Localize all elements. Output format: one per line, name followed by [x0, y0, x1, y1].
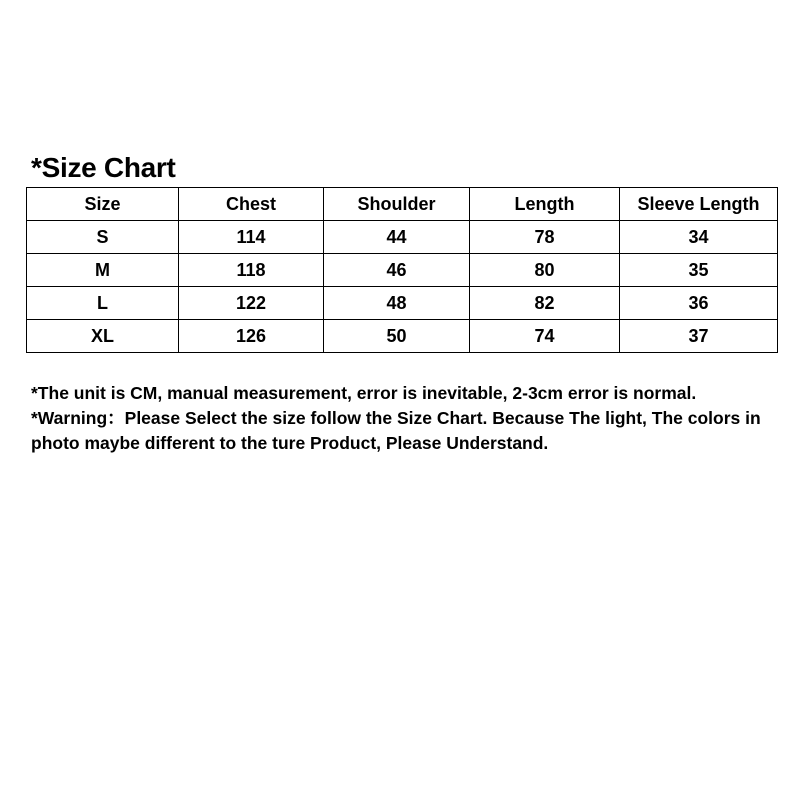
length-cell: 80 [470, 254, 620, 287]
unit-note: *The unit is CM, manual measurement, error is inevitable, 2-3cm error is normal. [31, 383, 697, 403]
size-cell: S [27, 221, 179, 254]
size-cell: M [27, 254, 179, 287]
sleeve-length-cell: 35 [620, 254, 778, 287]
shoulder-cell: 48 [324, 287, 470, 320]
table-row [27, 320, 778, 353]
notes-section [31, 381, 781, 456]
chest-cell: 122 [179, 287, 324, 320]
shoulder-cell: 44 [324, 221, 470, 254]
length-cell: 82 [470, 287, 620, 320]
size-chart-table [26, 187, 778, 353]
column-header-shoulder: Shoulder [324, 188, 470, 221]
column-header-sleeve-length: Sleeve Length [620, 188, 778, 221]
length-cell: 74 [470, 320, 620, 353]
column-header-chest: Chest [179, 188, 324, 221]
chest-cell: 126 [179, 320, 324, 353]
table-header-row [27, 188, 778, 221]
sleeve-length-cell: 36 [620, 287, 778, 320]
sleeve-length-cell: 34 [620, 221, 778, 254]
table-row [27, 254, 778, 287]
sleeve-length-cell: 37 [620, 320, 778, 353]
table-row [27, 287, 778, 320]
shoulder-cell: 46 [324, 254, 470, 287]
warning-note: *Warning：Please Select the size follow the Size Chart. Because The light, The colors in photo maybe different to the ture Product, Please Understand. [31, 408, 761, 453]
length-cell: 78 [470, 221, 620, 254]
size-cell: XL [27, 320, 179, 353]
chest-cell: 118 [179, 254, 324, 287]
table-row [27, 221, 778, 254]
chest-cell: 114 [179, 221, 324, 254]
column-header-size: Size [27, 188, 179, 221]
size-cell: L [27, 287, 179, 320]
column-header-length: Length [470, 188, 620, 221]
shoulder-cell: 50 [324, 320, 470, 353]
size-chart-title: *Size Chart [31, 152, 176, 183]
